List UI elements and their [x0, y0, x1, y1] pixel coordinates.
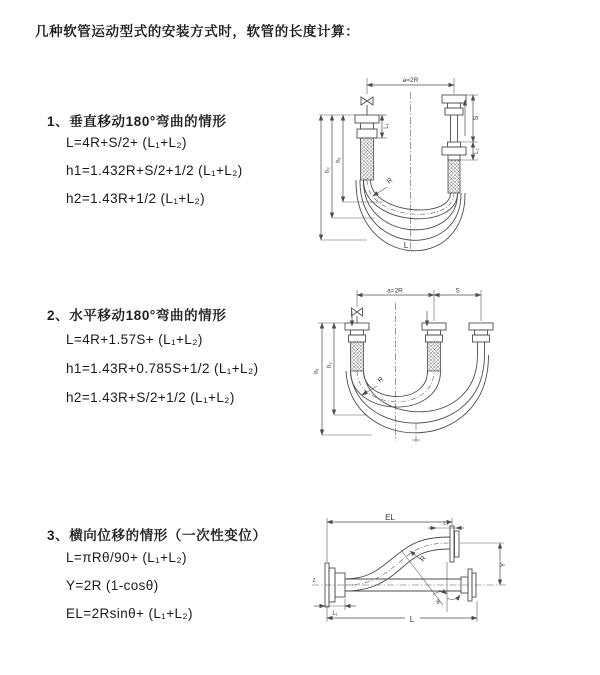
diagram-2-svg: [312, 283, 525, 455]
valve-icon: [361, 97, 373, 115]
section-3-formula-EL: EL=2Rsinθ+ (L₁+L₂): [66, 606, 193, 621]
dim-label-h1: h₁: [314, 368, 320, 374]
section-3-formula-L: L=πRθ/90+ (L₁+L₂): [66, 550, 187, 565]
section-2-formula-L: L=4R+1.57S+ (L₁+L₂): [66, 332, 203, 347]
diagram-1-svg: [315, 70, 525, 260]
dim-l1: [374, 115, 391, 138]
section-3-heading: 3、横向位移的情形（一次性变位）: [47, 528, 267, 543]
dim-h-group: [314, 323, 372, 435]
page-title: 几种软管运动型式的安装方式时，软管的长度计算：: [35, 24, 360, 39]
section-1-formula-h2: h2=1.43R+1/2 (L₁+L₂): [66, 191, 206, 206]
diagram-vertical-180-bend: [315, 70, 525, 260]
dim-label-h2: h₂: [327, 362, 333, 368]
left-pipe-leg: [345, 323, 369, 371]
radius-angle-callout: [401, 550, 460, 612]
radius-callout: [373, 177, 394, 196]
dim-label-s: S: [473, 115, 480, 121]
valve-icon: [352, 308, 363, 323]
dim-label-theta: θ: [436, 600, 440, 606]
dim-l: [327, 601, 477, 624]
hose-s-curve: [345, 537, 450, 591]
diagram-lateral-displacement: [310, 510, 510, 638]
dim-label-h1: h₁: [336, 157, 342, 163]
section-3-formula-Y: Y=2R (1-cosθ): [66, 578, 159, 593]
dim-label-r: R: [419, 554, 428, 564]
section-2-formula-h2: h2=1.43R+S/2+1/2 (L₁+L₂): [66, 390, 235, 405]
section-1-formula-h1: h1=1.432R+S/2+1/2 (L₁+L₂): [66, 163, 243, 178]
radius-callout: [362, 376, 385, 395]
dim-label-el: EL: [385, 513, 395, 522]
dim-label-a2r: a=2R: [387, 287, 403, 295]
section-1-heading: 1、垂直移动180°弯曲的情形: [47, 114, 227, 129]
dim-label-r: R: [376, 375, 386, 385]
dim-el: [327, 513, 452, 562]
dim-label-l: L: [403, 241, 409, 250]
section-2-formula-h1: h1=1.43R+0.785S+1/2 (L₁+L₂): [66, 361, 259, 376]
hose-u-curves: [346, 355, 489, 433]
dim-label-l1: L₁: [384, 123, 390, 129]
dim-a2r: [367, 77, 454, 94]
displaced-end-flange: [450, 526, 459, 562]
right-pipe-leg-moved: [469, 323, 493, 355]
dim-s-l2: [460, 95, 480, 160]
dim-label-r: R: [385, 176, 395, 186]
section-2-heading: 2、水平移动180°弯曲的情形: [47, 308, 227, 323]
dim-label-l: L: [409, 615, 415, 624]
dim-label-a2r: a=2R: [402, 77, 419, 84]
centerline-break-mark: z: [312, 578, 316, 584]
diagram-horizontal-180-bend: [312, 283, 525, 455]
dim-y: [460, 543, 507, 585]
dim-a2r-s: [357, 288, 481, 322]
right-pipe-leg: [442, 95, 466, 193]
left-pipe-leg: [355, 115, 379, 180]
dim-label-l2: L₂: [443, 521, 449, 527]
diagram-3-svg: [310, 510, 510, 638]
middle-pipe-leg: [422, 323, 446, 371]
dim-label-s: S: [455, 287, 460, 295]
dim-label-h2: h₂: [325, 167, 331, 173]
dim-label-l2: L₂: [474, 148, 480, 154]
dim-label-y: Y: [500, 562, 507, 568]
dim-label-l1: L₁: [332, 611, 338, 617]
section-1-formula-L: L=4R+S/2+ (L₁+L₂): [66, 135, 187, 150]
